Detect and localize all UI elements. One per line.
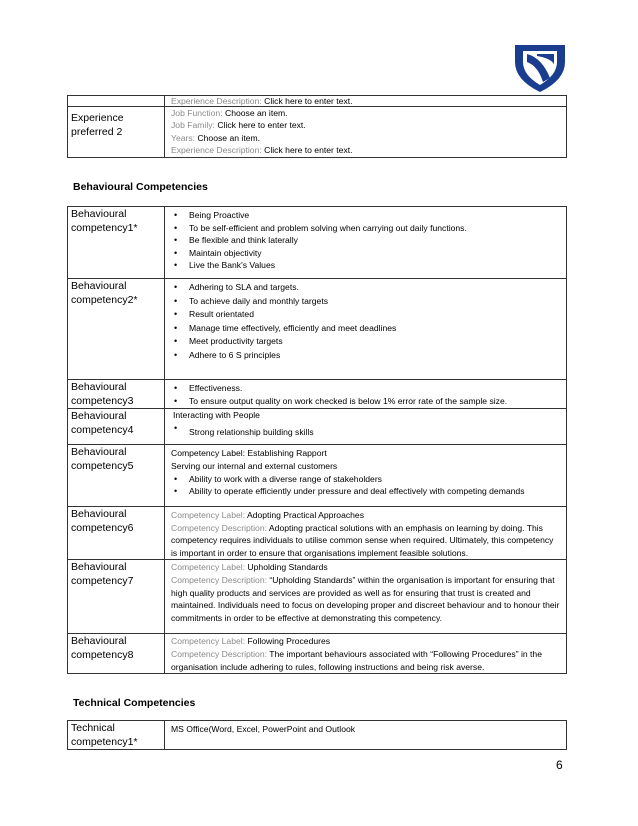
bullet-item: • Result orientated — [171, 308, 562, 322]
technical-content-1: MS Office(Word, Excel, PowerPoint and Outlook — [165, 721, 567, 750]
bank-shield-logo — [512, 42, 568, 94]
technical-heading: Technical Competencies — [73, 697, 196, 709]
bullet-item: • To achieve daily and monthly targets — [171, 295, 562, 309]
behavioural-label-3: Behavioural competency3 — [68, 380, 165, 409]
bullet-item: • Maintain objectivity — [171, 247, 562, 260]
bullet-item: • Ability to work with a diverse range of stakeholders — [171, 473, 562, 486]
rapport-label: Competency Label: Establishing Rapport — [171, 448, 327, 458]
behavioural-content-5 — [165, 445, 567, 507]
bullet-item: • Meet productivity targets — [171, 335, 562, 349]
behavioural-content-1 — [165, 207, 567, 279]
page-number: 6 — [556, 758, 563, 772]
behavioural-content-6: Competency Label: Adopting Practical Approaches Competency Description: Adopting practical solutions with an emphasis on learning by doing. This competency requires individuals to utilise common sense when required. Ultimately, this competency is important in order to ensure that organisations implement feasible solutions. — [165, 507, 567, 560]
experience-description-field[interactable]: Experience Description: Click here to enter text. — [171, 145, 353, 156]
bullet-item: • Adhering to SLA and targets. — [171, 281, 562, 295]
behavioural-label-8: Behavioural competency8 — [68, 634, 165, 674]
bullet-item: • Strong relationship building skills — [171, 422, 562, 439]
behavioural-label-7: Behavioural competency7 — [68, 560, 165, 634]
behavioural-label-1: Behavioural competency1* — [68, 207, 165, 279]
behavioural-content-3 — [165, 380, 567, 409]
interacting-text: Interacting with People — [173, 410, 260, 420]
behavioural-label-4: Behavioural competency4 — [68, 409, 165, 445]
years-field[interactable]: Years: Choose an item. — [171, 132, 261, 143]
behavioural-heading: Behavioural Competencies — [73, 181, 208, 193]
bullet-item: • To be self-efficient and problem solving when carrying out daily functions. — [171, 222, 562, 235]
behavioural-content-4 — [165, 409, 567, 445]
job-family-field[interactable]: Job Family: Click here to enter text. — [171, 120, 306, 131]
behavioural-label-6: Behavioural competency6 — [68, 507, 165, 560]
placeholder-text[interactable]: Click here to enter text. — [261, 96, 353, 106]
behavioural-table — [67, 206, 567, 674]
behavioural-label-2: Behavioural competency2* — [68, 279, 165, 380]
bullet-item: • Ability to operate efficiently under pressure and deal effectively with competing demands — [171, 485, 562, 498]
bullet-item: • Be flexible and think laterally — [171, 234, 562, 247]
experience-fields — [165, 107, 567, 158]
bullet-item: • Adhere to 6 S principles — [171, 349, 562, 363]
bullet-item: • Being Proactive — [171, 209, 562, 222]
behavioural-content-8: Competency Label: Following Procedures Competency Description: The important behaviours associated with “Following Procedures” in the organisation include adhering to rules, following instructions and being risk averse. — [165, 634, 567, 674]
bullet-item: • Effectiveness. — [171, 382, 562, 395]
behavioural-content-2 — [165, 279, 567, 380]
experience-table — [67, 95, 567, 158]
technical-table — [67, 720, 567, 750]
behavioural-label-5: Behavioural competency5 — [68, 445, 165, 507]
experience-top-desc: Experience Description: Click here to enter text. — [165, 96, 567, 107]
experience-preferred-label: Experience preferred 2 — [68, 107, 165, 158]
bullet-item: • To ensure output quality on work checked is below 1% error rate of the sample size. — [171, 395, 562, 408]
rapport-desc: Serving our internal and external customers — [171, 460, 338, 471]
bullet-item: • Live the Bank's Values — [171, 259, 562, 272]
experience-label-top — [68, 96, 165, 107]
bullet-item: • Manage time effectively, efficiently and meet deadlines — [171, 322, 562, 336]
job-function-field[interactable]: Job Function: Choose an item. — [171, 108, 288, 118]
behavioural-content-7: Competency Label: Upholding Standards Competency Description: “Upholding Standards” within the organisation is important for ensuring that high quality products and services are provided as well as for ensuring that trust is created and maintained. Individuals need to focus on developing proper and discreet behaviour and to honour their commitments in order to be effective at demonstrating this competency. — [165, 560, 567, 634]
technical-label-1: Technical competency1* — [68, 721, 165, 750]
